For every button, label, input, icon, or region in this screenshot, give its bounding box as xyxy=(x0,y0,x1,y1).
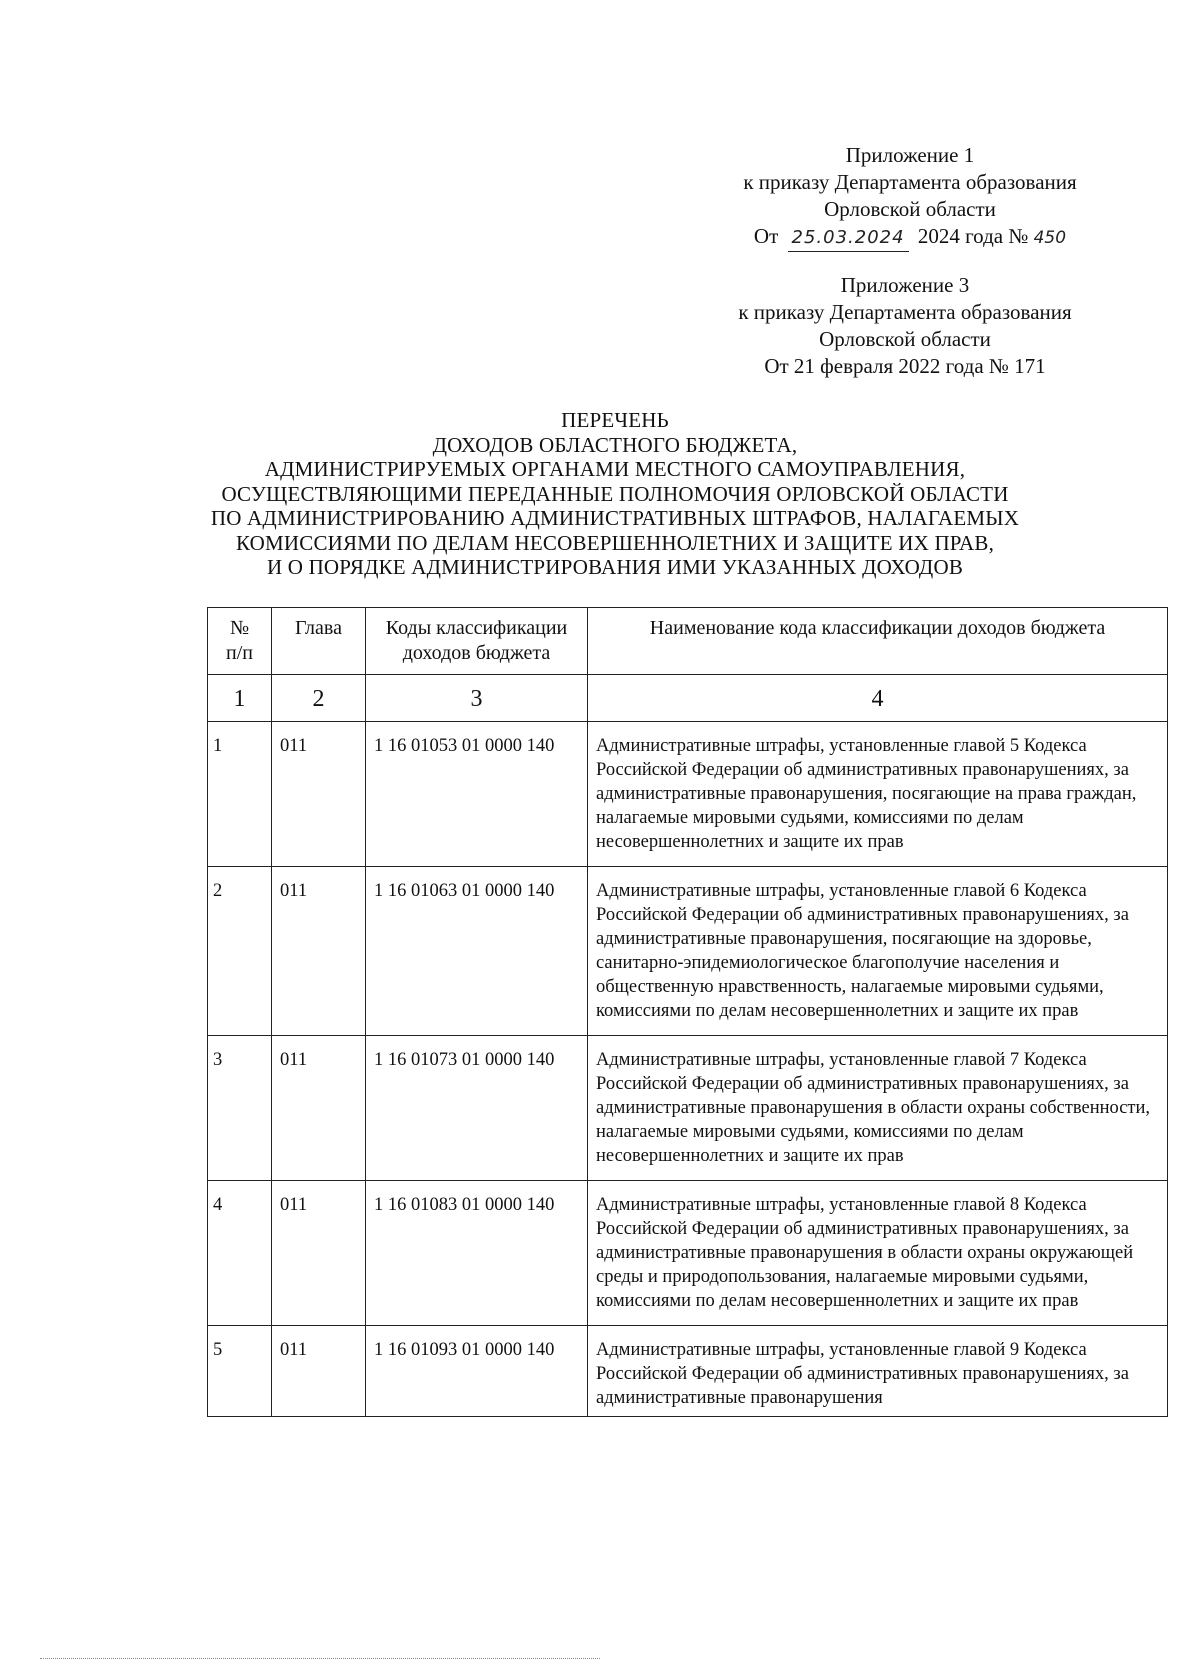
appendix-1-region: Орловской области xyxy=(824,197,996,221)
row-code: 1 16 01073 01 0000 140 xyxy=(366,1036,588,1181)
appendix-1-order-ref: к приказу Департамента образования xyxy=(743,170,1077,194)
row-code: 1 16 01053 01 0000 140 xyxy=(366,722,588,867)
title-line-6: КОМИССИЯМИ ПО ДЕЛАМ НЕСОВЕРШЕННОЛЕТНИХ И ЗАЩИТЕ ИХ ПРАВ, xyxy=(235,530,995,555)
table-header-row xyxy=(208,608,1168,675)
revenue-table xyxy=(207,607,1168,1417)
date-prefix: От xyxy=(753,224,779,248)
date-suffix: 2024 года № xyxy=(917,224,1029,248)
header-codes xyxy=(366,608,588,675)
header-codes-line-2: доходов бюджета xyxy=(402,642,551,664)
table-row xyxy=(208,1181,1168,1326)
row-number: 3 xyxy=(208,1036,272,1181)
row-code: 1 16 01083 01 0000 140 xyxy=(366,1181,588,1326)
handwritten-date: 25.03.2024 xyxy=(788,224,909,252)
table-row xyxy=(208,1036,1168,1181)
document-title xyxy=(150,408,1080,580)
row-name: Административные штрафы, установленные главой 6 Кодекса Российской Федерации об административных правонарушениях, за административные правонарушения, посягающие на здоровье, санитарно-эпидемиологическое благополучие населения и общественную нравственность, налагаемые мировыми судьями, комиссиями по делам несовершеннолетних и защите их прав xyxy=(588,867,1168,1036)
appendix-1-block xyxy=(700,142,1120,252)
title-line-2: ДОХОДОВ ОБЛАСТНОГО БЮДЖЕТА, xyxy=(432,432,798,457)
row-name: Административные штрафы, установленные главой 7 Кодекса Российской Федерации об административных правонарушениях, за административные правонарушения в области охраны собственности, налагаемые мировыми судьями, комиссиями по делам несовершеннолетних и защите их прав xyxy=(588,1036,1168,1181)
table-row xyxy=(208,867,1168,1036)
scan-artifact-line xyxy=(40,1658,600,1659)
row-name: Административные штрафы, установленные главой 9 Кодекса Российской Федерации об административных правонарушениях, за административные правонарушения xyxy=(588,1326,1168,1417)
handwritten-number: 450 xyxy=(1033,228,1067,248)
appendix-1-title: Приложение 1 xyxy=(845,143,975,167)
table-row xyxy=(208,722,1168,867)
row-number: 2 xyxy=(208,867,272,1036)
appendix-1-date-line xyxy=(700,223,1120,252)
appendix-3-order-ref: к приказу Департамента образования xyxy=(738,300,1072,324)
appendix-3-region: Орловской области xyxy=(819,327,991,351)
header-chapter: Глава xyxy=(272,608,366,675)
row-number: 4 xyxy=(208,1181,272,1326)
header-name: Наименование кода классификации доходов бюджета xyxy=(588,608,1168,675)
column-number-row xyxy=(208,675,1168,722)
row-number: 5 xyxy=(208,1326,272,1417)
appendix-3-date-line: От 21 февраля 2022 года № 171 xyxy=(764,354,1046,378)
row-chapter: 011 xyxy=(272,1326,366,1417)
row-name: Административные штрафы, установленные главой 5 Кодекса Российской Федерации об административных правонарушениях, за административные правонарушения, посягающие на права граждан, налагаемые мировыми судьями, комиссиями по делам несовершеннолетних и защите их прав xyxy=(588,722,1168,867)
header-num-line-1: № xyxy=(229,617,250,639)
column-number: 4 xyxy=(588,675,1168,722)
row-name: Административные штрафы, установленные главой 8 Кодекса Российской Федерации об административных правонарушениях, за административные правонарушения в области охраны окружающей среды и природопользования, налагаемые мировыми судьями, комиссиями по делам несовершеннолетних и защите их прав xyxy=(588,1181,1168,1326)
appendix-3-title: Приложение 3 xyxy=(840,273,970,297)
appendix-3-block xyxy=(695,272,1115,380)
column-number: 1 xyxy=(208,675,272,722)
row-code: 1 16 01093 01 0000 140 xyxy=(366,1326,588,1417)
title-line-4: ОСУЩЕСТВЛЯЮЩИМИ ПЕРЕДАННЫЕ ПОЛНОМОЧИЯ ОРЛОВСКОЙ ОБЛАСТИ xyxy=(221,481,1009,506)
header-codes-line-1: Коды классификации xyxy=(385,617,568,639)
row-chapter: 011 xyxy=(272,722,366,867)
header-num-line-2: п/п xyxy=(226,642,253,664)
title-line-1: ПЕРЕЧЕНЬ xyxy=(561,408,669,432)
row-number: 1 xyxy=(208,722,272,867)
row-chapter: 011 xyxy=(272,867,366,1036)
row-chapter: 011 xyxy=(272,1181,366,1326)
title-line-5: ПО АДМИНИСТРИРОВАНИЮ АДМИНИСТРАТИВНЫХ ШТРАФОВ, НАЛАГАЕМЫХ xyxy=(210,506,1020,530)
column-number: 3 xyxy=(366,675,588,722)
row-code: 1 16 01063 01 0000 140 xyxy=(366,867,588,1036)
header-num xyxy=(208,608,272,675)
row-chapter: 011 xyxy=(272,1036,366,1181)
column-number: 2 xyxy=(272,675,366,722)
title-line-3: АДМИНИСТРИРУЕМЫХ ОРГАНАМИ МЕСТНОГО САМОУПРАВЛЕНИЯ, xyxy=(264,457,966,481)
title-line-7: И О ПОРЯДКЕ АДМИНИСТРИРОВАНИЯ ИМИ УКАЗАННЫХ ДОХОДОВ xyxy=(266,555,964,579)
table-row xyxy=(208,1326,1168,1417)
